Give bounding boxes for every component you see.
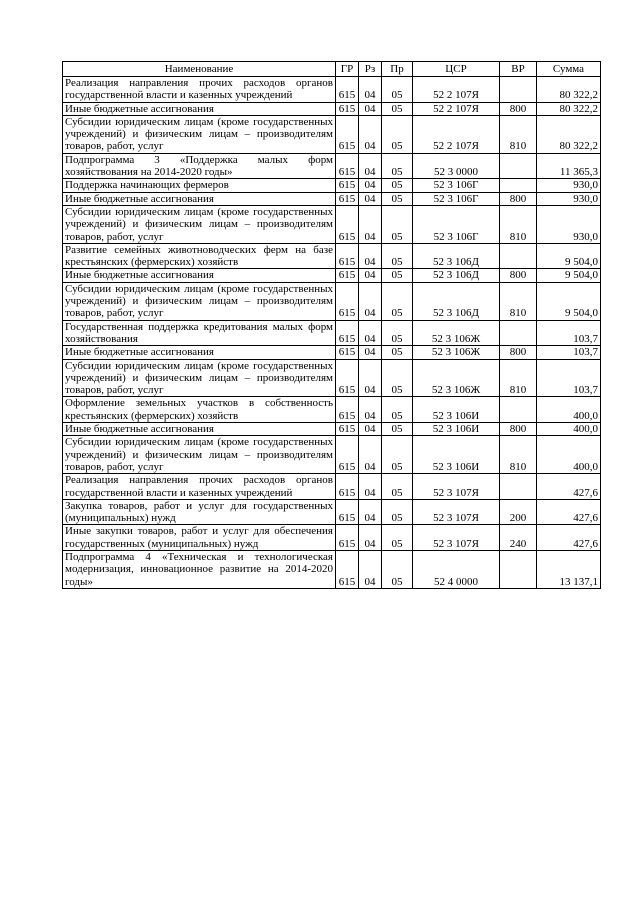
cell-rz: 04 xyxy=(359,153,382,179)
cell-gr: 615 xyxy=(336,269,359,282)
cell-sum: 930,0 xyxy=(537,205,601,243)
cell-name: Иные закупки товаров, работ и услуг для обеспечения государственных (муниципальных) нужд xyxy=(63,525,336,551)
cell-name: Субсидии юридическим лицам (кроме государственных учреждений) и физическим лицам – производителям товаров, работ, услуг xyxy=(63,282,336,320)
cell-vr xyxy=(500,243,537,269)
cell-vr: 800 xyxy=(500,346,537,359)
cell-pr: 05 xyxy=(382,474,413,500)
cell-gr: 615 xyxy=(336,243,359,269)
table-row xyxy=(63,359,601,397)
cell-pr: 05 xyxy=(382,346,413,359)
cell-gr: 615 xyxy=(336,550,359,588)
cell-csr: 52 3 107Я xyxy=(413,474,500,500)
table-row xyxy=(63,153,601,179)
cell-csr: 52 3 106И xyxy=(413,436,500,474)
cell-gr: 615 xyxy=(336,359,359,397)
cell-name: Поддержка начинающих фермеров xyxy=(63,179,336,192)
cell-sum: 427,6 xyxy=(537,474,601,500)
cell-sum: 80 322,2 xyxy=(537,115,601,153)
cell-pr: 05 xyxy=(382,243,413,269)
table-body xyxy=(63,77,601,589)
cell-name: Субсидии юридическим лицам (кроме государственных учреждений) и физическим лицам – производителям товаров, работ, услуг xyxy=(63,115,336,153)
header-vr: ВР xyxy=(500,62,537,77)
cell-name: Иные бюджетные ассигнования xyxy=(63,192,336,205)
cell-sum: 930,0 xyxy=(537,179,601,192)
cell-gr: 615 xyxy=(336,423,359,436)
cell-pr: 05 xyxy=(382,205,413,243)
cell-pr: 05 xyxy=(382,77,413,103)
cell-vr: 810 xyxy=(500,115,537,153)
table-row xyxy=(63,115,601,153)
cell-rz: 04 xyxy=(359,115,382,153)
cell-vr xyxy=(500,397,537,423)
cell-name: Иные бюджетные ассигнования xyxy=(63,346,336,359)
cell-name: Иные бюджетные ассигнования xyxy=(63,423,336,436)
cell-vr: 810 xyxy=(500,436,537,474)
cell-gr: 615 xyxy=(336,192,359,205)
cell-csr: 52 3 106Г xyxy=(413,179,500,192)
cell-rz: 04 xyxy=(359,436,382,474)
table-row xyxy=(63,205,601,243)
cell-vr: 810 xyxy=(500,359,537,397)
cell-csr: 52 3 106И xyxy=(413,423,500,436)
cell-pr: 05 xyxy=(382,499,413,525)
table-row xyxy=(63,269,601,282)
header-gr: ГР xyxy=(336,62,359,77)
cell-csr: 52 2 107Я xyxy=(413,115,500,153)
budget-table xyxy=(62,61,601,589)
cell-csr: 52 3 106Д xyxy=(413,282,500,320)
cell-gr: 615 xyxy=(336,474,359,500)
cell-sum: 80 322,2 xyxy=(537,102,601,115)
table-row xyxy=(63,436,601,474)
table-row xyxy=(63,525,601,551)
cell-pr: 05 xyxy=(382,436,413,474)
cell-name: Закупка товаров, работ и услуг для государственных (муниципальных) нужд xyxy=(63,499,336,525)
cell-rz: 04 xyxy=(359,423,382,436)
cell-gr: 615 xyxy=(336,282,359,320)
table-row xyxy=(63,179,601,192)
cell-name: Реализация направления прочих расходов органов государственной власти и казенных учреждений xyxy=(63,77,336,103)
cell-vr: 800 xyxy=(500,269,537,282)
cell-pr: 05 xyxy=(382,550,413,588)
cell-rz: 04 xyxy=(359,205,382,243)
cell-csr: 52 3 107Я xyxy=(413,525,500,551)
cell-gr: 615 xyxy=(336,499,359,525)
table-row xyxy=(63,102,601,115)
cell-csr: 52 2 107Я xyxy=(413,102,500,115)
header-csr: ЦСР xyxy=(413,62,500,77)
header-rz: Рз xyxy=(359,62,382,77)
header-sum: Сумма xyxy=(537,62,601,77)
cell-sum: 103,7 xyxy=(537,320,601,346)
cell-rz: 04 xyxy=(359,269,382,282)
cell-rz: 04 xyxy=(359,525,382,551)
cell-gr: 615 xyxy=(336,102,359,115)
cell-gr: 615 xyxy=(336,179,359,192)
cell-vr xyxy=(500,179,537,192)
cell-name: Субсидии юридическим лицам (кроме государственных учреждений) и физическим лицам – производителям товаров, работ, услуг xyxy=(63,436,336,474)
cell-name: Реализация направления прочих расходов органов государственной власти и казенных учреждений xyxy=(63,474,336,500)
cell-name: Оформление земельных участков в собственность крестьянских (фермерских) хозяйств xyxy=(63,397,336,423)
cell-rz: 04 xyxy=(359,499,382,525)
header-pr: Пр xyxy=(382,62,413,77)
cell-pr: 05 xyxy=(382,115,413,153)
cell-csr: 52 3 0000 xyxy=(413,153,500,179)
cell-gr: 615 xyxy=(336,77,359,103)
cell-csr: 52 3 106И xyxy=(413,397,500,423)
cell-pr: 05 xyxy=(382,179,413,192)
table-row xyxy=(63,346,601,359)
table-row xyxy=(63,77,601,103)
table-row xyxy=(63,499,601,525)
cell-sum: 400,0 xyxy=(537,436,601,474)
table-row xyxy=(63,243,601,269)
cell-name: Развитие семейных животноводческих ферм на базе крестьянских (фермерских) хозяйств xyxy=(63,243,336,269)
cell-pr: 05 xyxy=(382,359,413,397)
cell-vr: 200 xyxy=(500,499,537,525)
cell-sum: 427,6 xyxy=(537,499,601,525)
cell-vr xyxy=(500,550,537,588)
cell-sum: 400,0 xyxy=(537,397,601,423)
cell-rz: 04 xyxy=(359,550,382,588)
cell-rz: 04 xyxy=(359,474,382,500)
cell-name: Государственная поддержка кредитования малых форм хозяйствования xyxy=(63,320,336,346)
cell-csr: 52 4 0000 xyxy=(413,550,500,588)
cell-vr: 800 xyxy=(500,192,537,205)
cell-pr: 05 xyxy=(382,153,413,179)
table-row xyxy=(63,282,601,320)
cell-sum: 427,6 xyxy=(537,525,601,551)
cell-vr xyxy=(500,153,537,179)
cell-rz: 04 xyxy=(359,320,382,346)
cell-csr: 52 2 107Я xyxy=(413,77,500,103)
cell-sum: 400,0 xyxy=(537,423,601,436)
cell-gr: 615 xyxy=(336,346,359,359)
cell-name: Иные бюджетные ассигнования xyxy=(63,102,336,115)
cell-gr: 615 xyxy=(336,525,359,551)
cell-rz: 04 xyxy=(359,179,382,192)
cell-pr: 05 xyxy=(382,423,413,436)
header-name: Наименование xyxy=(63,62,336,77)
cell-pr: 05 xyxy=(382,320,413,346)
cell-sum: 9 504,0 xyxy=(537,282,601,320)
cell-rz: 04 xyxy=(359,243,382,269)
cell-csr: 52 3 106Г xyxy=(413,205,500,243)
table-row xyxy=(63,192,601,205)
cell-vr xyxy=(500,474,537,500)
cell-vr xyxy=(500,320,537,346)
cell-csr: 52 3 106Д xyxy=(413,243,500,269)
cell-sum: 80 322,2 xyxy=(537,77,601,103)
cell-pr: 05 xyxy=(382,102,413,115)
cell-sum: 103,7 xyxy=(537,359,601,397)
cell-pr: 05 xyxy=(382,269,413,282)
cell-name: Субсидии юридическим лицам (кроме государственных учреждений) и физическим лицам – производителям товаров, работ, услуг xyxy=(63,205,336,243)
cell-vr: 810 xyxy=(500,205,537,243)
cell-vr: 240 xyxy=(500,525,537,551)
cell-gr: 615 xyxy=(336,436,359,474)
cell-pr: 05 xyxy=(382,525,413,551)
table-row xyxy=(63,550,601,588)
cell-gr: 615 xyxy=(336,205,359,243)
cell-pr: 05 xyxy=(382,397,413,423)
cell-csr: 52 3 107Я xyxy=(413,499,500,525)
cell-csr: 52 3 106Ж xyxy=(413,320,500,346)
table-row xyxy=(63,423,601,436)
cell-rz: 04 xyxy=(359,397,382,423)
cell-gr: 615 xyxy=(336,320,359,346)
cell-rz: 04 xyxy=(359,102,382,115)
cell-csr: 52 3 106Ж xyxy=(413,359,500,397)
cell-name: Субсидии юридическим лицам (кроме государственных учреждений) и физическим лицам – производителям товаров, работ, услуг xyxy=(63,359,336,397)
cell-csr: 52 3 106Ж xyxy=(413,346,500,359)
cell-vr: 800 xyxy=(500,102,537,115)
cell-sum: 103,7 xyxy=(537,346,601,359)
cell-pr: 05 xyxy=(382,192,413,205)
cell-name: Подпрограмма 4 «Техническая и технологическая модернизация, инновационное развитие на 2014-2020 годы» xyxy=(63,550,336,588)
cell-rz: 04 xyxy=(359,359,382,397)
table-row xyxy=(63,474,601,500)
cell-vr: 810 xyxy=(500,282,537,320)
cell-pr: 05 xyxy=(382,282,413,320)
cell-gr: 615 xyxy=(336,397,359,423)
cell-rz: 04 xyxy=(359,346,382,359)
table-row xyxy=(63,397,601,423)
table-header-row xyxy=(63,62,601,77)
cell-rz: 04 xyxy=(359,282,382,320)
cell-name: Иные бюджетные ассигнования xyxy=(63,269,336,282)
cell-sum: 930,0 xyxy=(537,192,601,205)
cell-name: Подпрограмма 3 «Поддержка малых форм хозяйствования на 2014-2020 годы» xyxy=(63,153,336,179)
cell-vr xyxy=(500,77,537,103)
cell-sum: 9 504,0 xyxy=(537,243,601,269)
cell-sum: 9 504,0 xyxy=(537,269,601,282)
table-row xyxy=(63,320,601,346)
cell-rz: 04 xyxy=(359,192,382,205)
cell-vr: 800 xyxy=(500,423,537,436)
cell-sum: 13 137,1 xyxy=(537,550,601,588)
cell-csr: 52 3 106Г xyxy=(413,192,500,205)
cell-csr: 52 3 106Д xyxy=(413,269,500,282)
cell-gr: 615 xyxy=(336,115,359,153)
cell-rz: 04 xyxy=(359,77,382,103)
cell-gr: 615 xyxy=(336,153,359,179)
cell-sum: 11 365,3 xyxy=(537,153,601,179)
